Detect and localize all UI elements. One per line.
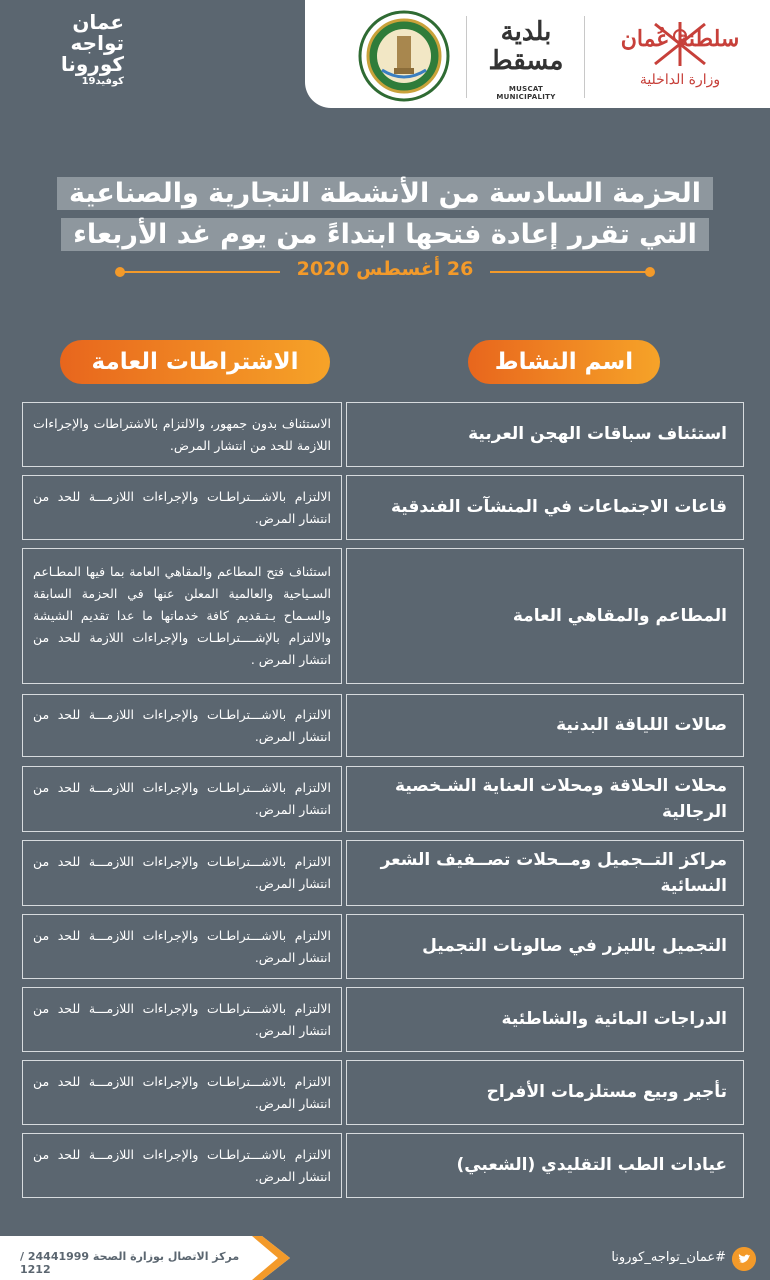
conditions-cell: الالتزام بالاشـــتراطـات والإجراءات اللازمـــة للحد من انتشار المرض.	[22, 840, 342, 906]
muscat-arabic-text: بلدية مسقط	[488, 17, 564, 76]
campaign-line-3: كورونا	[60, 52, 124, 76]
activity-column-header: اسم النشاط	[468, 340, 660, 384]
date-label: 26 أغسطس 2020	[280, 258, 490, 280]
twitter-icon[interactable]	[732, 1247, 756, 1271]
activity-cell: التجميل بالليزر في صالونات التجميل	[346, 914, 744, 979]
campaign-line-2: تواجه	[70, 31, 124, 55]
activity-cell: المطاعم والمقاهي العامة	[346, 548, 744, 684]
header-divider-1	[466, 16, 467, 98]
activity-cell: صالات اللياقة البدنية	[346, 694, 744, 757]
activity-cell: مراكز التــجميل ومــحلات تصــفيف الشعر النسائية	[346, 840, 744, 906]
conditions-cell: الالتزام بالاشـــتراطـات والإجراءات اللازمـــة للحد من انتشار المرض.	[22, 987, 342, 1052]
health-contact-text: مركز الاتصال بوزارة الصحة 24441999 / 1212	[20, 1250, 240, 1276]
muscat-municipality-logo	[478, 10, 574, 104]
conditions-cell: الالتزام بالاشـــتراطـات والإجراءات اللازمـــة للحد من انتشار المرض.	[22, 475, 342, 540]
sultanate-text: سلطنة عُمان	[620, 26, 740, 52]
hashtag-text[interactable]: #عمان_تواجه_كورونا	[611, 1250, 726, 1265]
conditions-cell: الالتزام بالاشـــتراطـات والإجراءات اللازمـــة للحد من انتشار المرض.	[22, 694, 342, 757]
campaign-logo	[14, 12, 124, 88]
activity-cell: محلات الحلاقة ومحلات العناية الشـخصية الرجالية	[346, 766, 744, 832]
title-line-1: الحزمة السادسة من الأنشطة التجارية والصناعية	[0, 178, 770, 209]
conditions-cell: استئناف فتح المطاعم والمقاهي العامة بما فيها المطـاعم السـياحية والعالمية المعلن عنها في الحزمة السابقة والسـماح بـتـقديم كافة خدماتها ما عدا تقديم الشيشة والالتزام بالإشــــتراطـات والإجراءات اللازمة للحد من انتشار المرض .	[22, 548, 342, 684]
activity-cell: الدراجات المائية والشاطئية	[346, 987, 744, 1052]
header-divider-2	[584, 16, 585, 98]
campaign-line-4: كوفيد19	[81, 76, 124, 87]
conditions-cell: الالتزام بالاشـــتراطـات والإجراءات اللازمـــة للحد من انتشار المرض.	[22, 914, 342, 979]
muscat-english-text: MUSCAT MUNICIPALITY	[496, 85, 556, 102]
title-line-2: التي تقرر إعادة فتحها ابتداءً من يوم غد الأربعاء	[0, 219, 770, 250]
conditions-cell: الالتزام بالاشـــتراطـات والإجراءات اللازمـــة للحد من انتشار المرض.	[22, 1133, 342, 1198]
conditions-cell: الاستئناف بدون جمهور، والالتزام بالاشتراطات والإجراءات اللازمة للحد من انتشار المرض.	[22, 402, 342, 467]
campaign-line-1: عمان	[72, 10, 124, 34]
seal-logo	[358, 10, 450, 102]
activity-cell: قاعات الاجتماعات في المنشآت الفندقية	[346, 475, 744, 540]
conditions-cell: الالتزام بالاشـــتراطـات والإجراءات اللازمـــة للحد من انتشار المرض.	[22, 766, 342, 832]
conditions-cell: الالتزام بالاشـــتراطـات والإجراءات اللازمـــة للحد من انتشار المرض.	[22, 1060, 342, 1125]
ministry-text: وزارة الداخلية	[639, 72, 721, 88]
activity-cell: استئناف سباقات الهجن العربية	[346, 402, 744, 467]
activity-cell: تأجير وبيع مستلزمات الأفراح	[346, 1060, 744, 1125]
activity-cell: عيادات الطب التقليدي (الشعبي)	[346, 1133, 744, 1198]
conditions-column-header: الاشتراطات العامة	[60, 340, 330, 384]
